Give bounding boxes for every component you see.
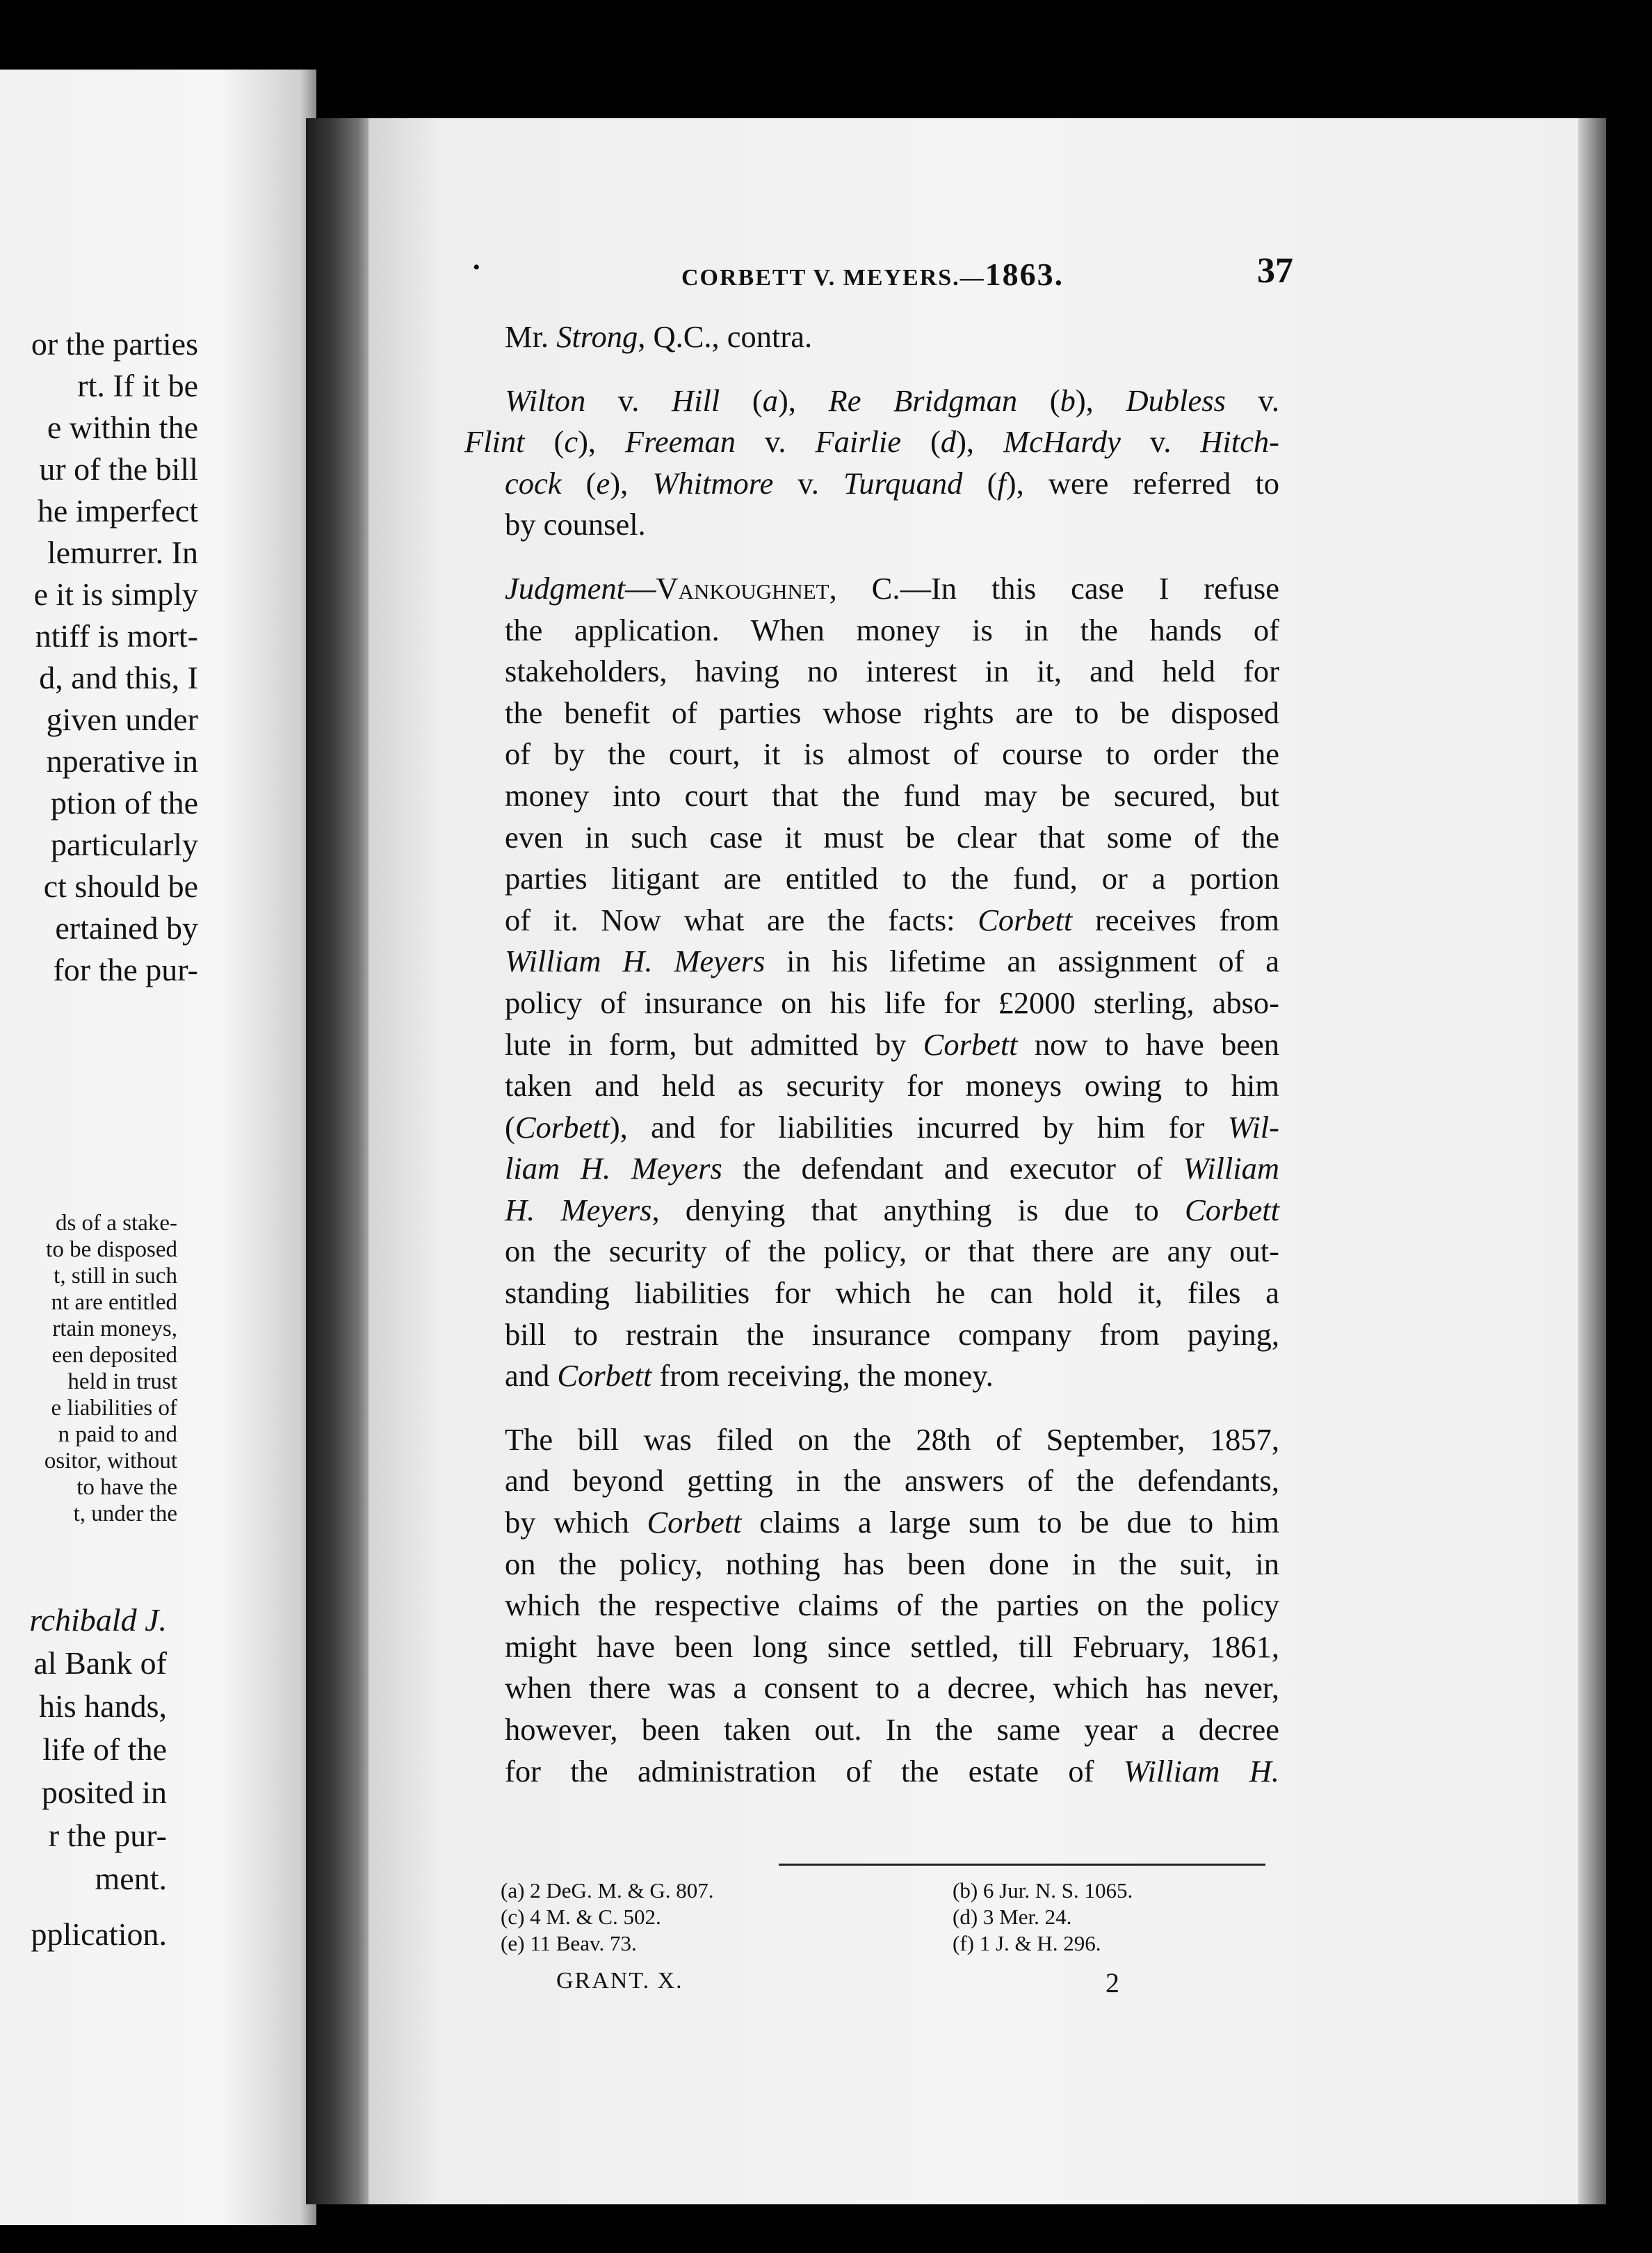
page-edge-shadow — [1578, 118, 1606, 2204]
left-page-line: held in trust — [67, 1369, 177, 1394]
bill-filed-paragraph: The bill was filed on the 28th of September, 1857, and beyond getting in the answers of the defendants, by which Corbett claims a large sum to be due to him on the policy, nothing has been done in the suit, in which the respective claims of the parties on the policy might have been long since settled, till February, 1861, when there was a consent to a decree, which has never, however, been taken out. In the same year a decree for the administration of the estate of William H. — [505, 1421, 1280, 1788]
left-page-line: al Bank of — [33, 1645, 167, 1681]
left-page-line: particularly — [50, 827, 198, 862]
left-page-line: pplication. — [31, 1916, 167, 1952]
left-page-line: ption of the — [50, 785, 198, 821]
footnote-a: (a) 2 DeG. M. & G. 807. — [501, 1878, 714, 1903]
left-page-line: t, still in such — [54, 1263, 177, 1289]
left-page-line: ct should be — [43, 869, 198, 904]
left-page-line: his hands, — [39, 1688, 167, 1724]
running-title: CORBETT V. MEYERS.—1863. — [681, 257, 1064, 292]
left-page-line: life of the — [42, 1731, 167, 1767]
left-page-line: ment. — [95, 1861, 167, 1896]
left-page-line: d, and this, I — [39, 660, 198, 695]
header-bullet: • — [473, 256, 480, 279]
counsel-line: Mr. Strong, Q.C., contra. — [505, 319, 813, 354]
left-page-line: ds of a stake- — [55, 1211, 177, 1236]
footnote-b: (b) 6 Jur. N. S. 1065. — [953, 1878, 1133, 1903]
footnote-row — [501, 1904, 1265, 1930]
left-page-line: lemurrer. In — [47, 535, 198, 570]
left-page-line: or the parties — [31, 326, 198, 362]
left-page-line: e within the — [47, 410, 198, 445]
left-page-line: n paid to and — [58, 1422, 177, 1447]
left-page-line: rt. If it be — [77, 368, 198, 403]
footnote-row — [501, 1930, 1265, 1957]
left-page-line: t, under the — [73, 1501, 177, 1526]
left-page-line: posited in — [41, 1775, 167, 1810]
printer-signature — [556, 1967, 1182, 1998]
footnote-f: (f) 1 J. & H. 296. — [953, 1931, 1101, 1955]
footnote-rule — [779, 1864, 1265, 1866]
signature-number: 2 — [1106, 1967, 1119, 1998]
left-page-line: nperative in — [46, 743, 198, 779]
left-page-line: rchibald J. — [29, 1602, 167, 1638]
judgment-text — [464, 316, 1279, 1792]
left-page-line: to have the — [76, 1475, 177, 1500]
left-page-line: e liabilities of — [51, 1396, 177, 1421]
left-page-line: een deposited — [51, 1343, 177, 1368]
left-page-line: nt are entitled — [51, 1290, 177, 1315]
left-page — [0, 70, 316, 2225]
footnote-c: (c) 4 M. & C. 502. — [501, 1905, 661, 1929]
book-gutter — [306, 118, 375, 2204]
footnote-e: (e) 11 Beav. 73. — [501, 1931, 637, 1955]
header-year: 1863. — [985, 257, 1064, 292]
left-page-line: r the pur- — [48, 1818, 167, 1853]
left-page-line: ntiff is mort- — [35, 618, 198, 654]
judgment-paragraph: Judgment—Vankoughnet, C.—In this case I refuse the application. When money is in the hands of stakeholders, having no interest in it, and held for the benefit of parties whose rights are to be disposed of by the court, it is almost of course to order the money into court that the fund may be secured, but even in such case it must be clear that some of the parties litigant are entitled to the fund, or a portion of it. Now what are the facts: Corbett receives from William H. Meyers in his lifetime an assignment of a policy of insurance on his life for £2000 sterling, abso- lute in form, but admitted by Corbett now to have been taken and held as security for moneys owing to him (Corbett), and for liabilities incurred by him for Wil- liam H. Meyers the defendant and executor of William H. Meyers, denying that anything is due to Corbett on the security of the policy, or that there are any out- standing liabilities for which he can hold it, files a bill to restrain the insurance company from paying, and Corbett from receiving, the money. — [505, 570, 1279, 1394]
page-number: 37 — [1257, 251, 1293, 291]
left-page-line: e it is simply — [33, 576, 198, 612]
footnotes — [501, 1878, 1265, 1957]
left-page-line: given under — [46, 702, 198, 737]
running-header — [473, 250, 1293, 299]
signature-label: GRANT. X. — [556, 1968, 683, 1994]
left-page-line: he imperfect — [37, 493, 198, 528]
left-page-line: ertained by — [55, 910, 198, 946]
left-page-line: to be disposed — [46, 1237, 177, 1262]
footnote-row — [501, 1878, 1265, 1904]
footnote-d: (d) 3 Mer. 24. — [953, 1905, 1072, 1929]
left-page-line: ur of the bill — [39, 451, 198, 487]
left-page-line: rtain moneys, — [52, 1316, 177, 1341]
left-page-line: for the pur- — [53, 952, 198, 987]
left-page-line: ositor, without — [44, 1448, 177, 1473]
cases-cited-paragraph: Wilton v. Hill (a), Re Bridgman (b), Dubless v. Flint (c), Freeman v. Fairlie (d), McHardy v. Hitch- cock (e), Whitmore v. Turquand (f), were referred to by counsel. — [464, 382, 1279, 542]
